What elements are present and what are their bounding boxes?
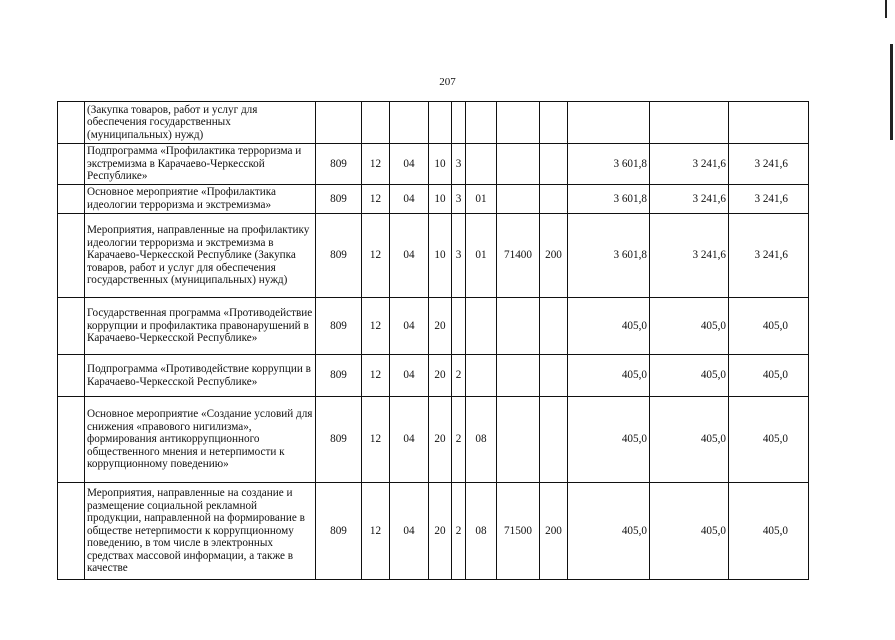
amount-year-3: 405,0 [729,298,809,355]
subprogram-code: 2 [452,483,466,580]
table-row [58,483,809,580]
table-row [58,102,809,144]
amount-year-2: 3 241,6 [650,214,729,298]
amount-year-1: 405,0 [568,483,650,580]
row-number-cell [58,355,85,397]
row-number-cell [58,185,85,214]
scan-edge-mark [885,0,887,18]
expense-type-code [540,298,568,355]
subprogram-code: 3 [452,214,466,298]
amount-year-2: 405,0 [650,483,729,580]
subsection-code: 04 [390,144,429,185]
row-number-cell [58,144,85,185]
department-code [316,102,362,144]
subprogram-code: 2 [452,397,466,483]
subprogram-code: 2 [452,355,466,397]
expense-direction-code [497,185,540,214]
main-activity-code: 01 [466,185,497,214]
program-code [429,102,452,144]
item-name: Государственная программа «Противодействие коррупции и профилактика правонарушений в Карачаево-Черкесской Республике» [85,298,316,355]
amount-year-3: 3 241,6 [729,185,809,214]
item-name: Мероприятия, направленные на создание и размещение социальной рекламной продукции, направленной на формирование в обществе нетерпимости к коррупционному поведению, в том числе в электронных средствах массовой информации, а также в качестве [85,483,316,580]
amount-year-1: 3 601,8 [568,214,650,298]
expense-type-code [540,185,568,214]
program-code: 20 [429,298,452,355]
subprogram-code [452,298,466,355]
expense-direction-code: 71500 [497,483,540,580]
amount-year-2 [650,102,729,144]
expense-type-code [540,102,568,144]
amount-year-3: 405,0 [729,355,809,397]
page-number: 207 [439,76,456,88]
expense-direction-code: 71400 [497,214,540,298]
department-code: 809 [316,298,362,355]
main-activity-code: 08 [466,397,497,483]
subprogram-code [452,102,466,144]
item-name: Подпрограмма «Противодействие коррупции в Карачаево-Черкесской Республике» [85,355,316,397]
amount-year-1 [568,102,650,144]
item-name: Мероприятия, направленные на профилактику идеологии терроризма и экстремизма в Карачаево-Черкесской Республике (Закупка товаров, работ и услуг для обеспечения государственных (муниципальных) нужд) [85,214,316,298]
section-code: 12 [362,185,390,214]
amount-year-1: 3 601,8 [568,144,650,185]
table-row [58,144,809,185]
expense-type-code [540,397,568,483]
section-code: 12 [362,483,390,580]
item-name: Основное мероприятие «Создание условий для снижения «правового нигилизма», формирования антикоррупционного общественного мнения и нетерпимости к коррупционному поведению» [85,397,316,483]
amount-year-2: 405,0 [650,298,729,355]
department-code: 809 [316,483,362,580]
amount-year-3: 3 241,6 [729,214,809,298]
table-row [58,185,809,214]
row-number-cell [58,483,85,580]
expense-type-code: 200 [540,483,568,580]
department-code: 809 [316,185,362,214]
subprogram-code: 3 [452,144,466,185]
amount-year-2: 3 241,6 [650,185,729,214]
subsection-code: 04 [390,397,429,483]
amount-year-3 [729,102,809,144]
table-row [58,214,809,298]
expense-direction-code [497,397,540,483]
main-activity-code [466,144,497,185]
section-code: 12 [362,397,390,483]
item-name: Подпрограмма «Профилактика терроризма и экстремизма в Карачаево-Черкесской Республике» [85,144,316,185]
expense-type-code [540,144,568,185]
amount-year-3: 405,0 [729,483,809,580]
program-code: 20 [429,355,452,397]
amount-year-1: 3 601,8 [568,185,650,214]
amount-year-1: 405,0 [568,298,650,355]
amount-year-1: 405,0 [568,397,650,483]
row-number-cell [58,214,85,298]
section-code: 12 [362,144,390,185]
expense-type-code: 200 [540,214,568,298]
subprogram-code: 3 [452,185,466,214]
program-code: 20 [429,397,452,483]
amount-year-3: 3 241,6 [729,144,809,185]
scan-edge-mark [890,44,893,140]
program-code: 20 [429,483,452,580]
row-number-cell [58,298,85,355]
expense-direction-code [497,144,540,185]
main-activity-code: 08 [466,483,497,580]
budget-table [57,101,809,580]
section-code: 12 [362,355,390,397]
department-code: 809 [316,355,362,397]
subsection-code [390,102,429,144]
row-number-cell [58,397,85,483]
section-code [362,102,390,144]
main-activity-code [466,298,497,355]
expense-type-code [540,355,568,397]
subsection-code: 04 [390,355,429,397]
table-row [58,355,809,397]
subsection-code: 04 [390,185,429,214]
department-code: 809 [316,397,362,483]
item-name: (Закупка товаров, работ и услуг для обеспечения государственных (муниципальных) нужд) [85,102,316,144]
main-activity-code: 01 [466,214,497,298]
department-code: 809 [316,144,362,185]
program-code: 10 [429,214,452,298]
section-code: 12 [362,298,390,355]
amount-year-1: 405,0 [568,355,650,397]
amount-year-3: 405,0 [729,397,809,483]
department-code: 809 [316,214,362,298]
main-activity-code [466,355,497,397]
row-number-cell [58,102,85,144]
item-name: Основное мероприятие «Профилактика идеологии терроризма и экстремизма» [85,185,316,214]
table-row [58,397,809,483]
table-row [58,298,809,355]
section-code: 12 [362,214,390,298]
amount-year-2: 3 241,6 [650,144,729,185]
expense-direction-code [497,102,540,144]
amount-year-2: 405,0 [650,397,729,483]
program-code: 10 [429,185,452,214]
program-code: 10 [429,144,452,185]
subsection-code: 04 [390,214,429,298]
main-activity-code [466,102,497,144]
expense-direction-code [497,355,540,397]
expense-direction-code [497,298,540,355]
subsection-code: 04 [390,298,429,355]
amount-year-2: 405,0 [650,355,729,397]
subsection-code: 04 [390,483,429,580]
